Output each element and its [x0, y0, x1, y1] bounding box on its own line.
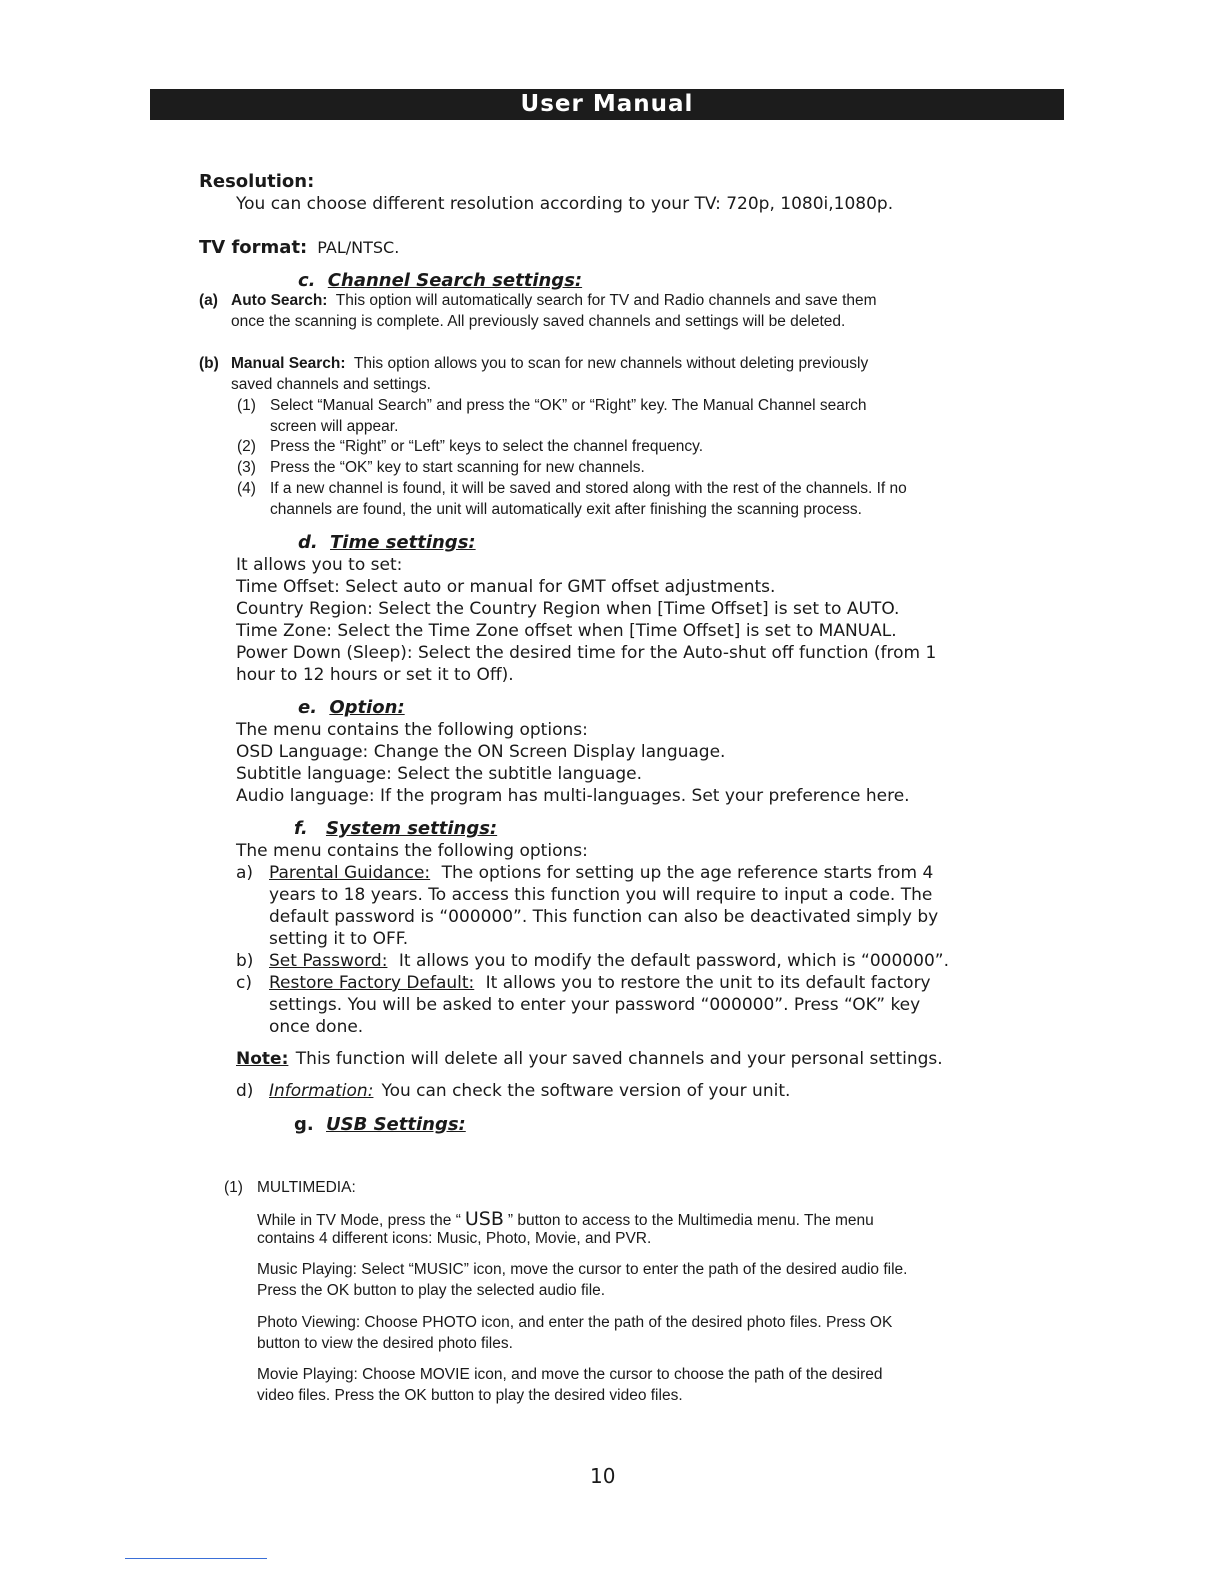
step-number: (4): [237, 480, 256, 497]
note-label: Note:: [236, 1049, 289, 1069]
information-label: Information:: [269, 1081, 374, 1101]
manual-search-marker: (b): [199, 355, 219, 372]
photo-viewing-line2: button to view the desired photo files.: [257, 1335, 513, 1352]
time-line: Power Down (Sleep): Select the desired time for the Auto-shut off function (from 1: [236, 643, 937, 663]
option-title: [298, 697, 405, 718]
section-letter: e.: [298, 697, 318, 718]
section-title-text: System settings:: [325, 818, 498, 839]
section-title-text: Channel Search settings:: [327, 270, 583, 291]
tv-format-heading: TV format:: [199, 237, 308, 258]
time-line: Time Offset: Select auto or manual for GMT offset adjustments.: [236, 577, 776, 597]
restore-default-line2: settings. You will be asked to enter your password “000000”. Press “OK” key: [269, 995, 921, 1015]
usb-para1-line2: contains 4 different icons: Music, Photo, Movie, and PVR.: [257, 1230, 652, 1247]
section-title-text: Time settings:: [330, 532, 476, 553]
time-line: Time Zone: Select the Time Zone offset when [Time Offset] is set to MANUAL.: [236, 621, 897, 641]
time-line: It allows you to set:: [236, 555, 403, 575]
usb-para1-line1: [257, 1208, 874, 1230]
section-letter: f.: [294, 818, 308, 839]
page-title: User Manual: [520, 91, 694, 117]
parental-guidance-line1: [269, 863, 933, 883]
section-title-text: USB Settings:: [326, 1114, 466, 1135]
restore-default-text: It allows you to restore the unit to its default factory: [485, 973, 931, 993]
tv-format: [199, 237, 399, 258]
parental-guidance-line2: years to 18 years. To access this function you will require to input a code. The: [269, 885, 933, 905]
set-password-text: It allows you to modify the default password, which is “000000”.: [398, 951, 949, 971]
option-line: The menu contains the following options:: [236, 720, 588, 740]
step-text: Select “Manual Search” and press the “OK” or “Right” key. The Manual Channel search: [270, 397, 867, 414]
multimedia-heading: MULTIMEDIA:: [257, 1179, 356, 1196]
manual-search-text: This option allows you to scan for new channels without deleting previously: [353, 355, 869, 372]
movie-playing-line2: video files. Press the OK button to play the desired video files.: [257, 1387, 683, 1404]
channel-search-title: [298, 270, 582, 291]
option-line: Audio language: If the program has multi-languages. Set your preference here.: [236, 786, 910, 806]
step-text: screen will appear.: [270, 418, 399, 435]
restore-default-line3: once done.: [269, 1017, 364, 1037]
photo-viewing-line1: Photo Viewing: Choose PHOTO icon, and enter the path of the desired photo files. Press OK: [257, 1314, 893, 1331]
movie-playing-line1: Movie Playing: Choose MOVIE icon, and move the cursor to choose the path of the desired: [257, 1366, 883, 1383]
time-line: Country Region: Select the Country Region when [Time Offset] is set to AUTO.: [236, 599, 900, 619]
restore-default-label: Restore Factory Default:: [269, 973, 475, 993]
usb-settings-title: [294, 1114, 466, 1135]
usb-para1-post: ” button to access to the Multimedia menu. The menu: [507, 1212, 874, 1229]
step-text: Press the “Right” or “Left” keys to select the channel frequency.: [270, 438, 704, 455]
parental-guidance-text: The options for setting up the age reference starts from 4: [441, 863, 934, 883]
item-marker: d): [236, 1081, 254, 1101]
step-text: Press the “OK” key to start scanning for new channels.: [270, 459, 645, 476]
system-intro: The menu contains the following options:: [236, 841, 588, 861]
auto-search-marker: (a): [199, 292, 218, 309]
parental-guidance-label: Parental Guidance:: [269, 863, 431, 883]
auto-search-text: This option will automatically search for TV and Radio channels and save them: [335, 292, 877, 309]
note: [236, 1049, 943, 1069]
music-playing-line2: Press the OK button to play the selected audio file.: [257, 1282, 606, 1299]
step-text: channels are found, the unit will automatically exit after finishing the scanning process.: [270, 501, 862, 518]
manual-search-line2: saved channels and settings.: [231, 376, 431, 393]
note-text: This function will delete all your saved channels and your personal settings.: [295, 1049, 943, 1069]
section-letter: g.: [294, 1114, 314, 1135]
set-password-label: Set Password:: [269, 951, 388, 971]
music-playing-line1: Music Playing: Select “MUSIC” icon, move the cursor to enter the path of the desired audio file.: [257, 1261, 908, 1278]
usb-key-label: USB: [464, 1208, 504, 1230]
section-letter: c.: [298, 270, 316, 291]
auto-search-line1: [231, 292, 877, 310]
item-marker: c): [236, 973, 252, 993]
footer-divider: [125, 1558, 267, 1559]
information-text: You can check the software version of your unit.: [381, 1081, 791, 1101]
set-password-line1: [269, 951, 949, 971]
section-title-text: Option:: [329, 697, 405, 718]
item-marker: b): [236, 951, 254, 971]
manual-search-label: Manual Search:: [231, 355, 346, 372]
option-line: OSD Language: Change the ON Screen Display language.: [236, 742, 726, 762]
usb-para1-pre: While in TV Mode, press the “: [257, 1212, 461, 1229]
header-bar: [150, 89, 1064, 120]
parental-guidance-line4: setting it to OFF.: [269, 929, 409, 949]
multimedia-marker: (1): [224, 1179, 243, 1196]
information-line: [269, 1081, 790, 1101]
resolution-text: You can choose different resolution according to your TV: 720p, 1080i,1080p.: [236, 194, 894, 214]
step-number: (1): [237, 397, 256, 414]
manual-search-line1: [231, 355, 868, 373]
step-text: If a new channel is found, it will be saved and stored along with the rest of the channels. If no: [270, 480, 907, 497]
item-marker: a): [236, 863, 254, 883]
system-settings-title: [294, 818, 497, 839]
option-line: Subtitle language: Select the subtitle language.: [236, 764, 643, 784]
tv-format-text: PAL/NTSC.: [317, 238, 400, 257]
auto-search-label: Auto Search:: [231, 292, 328, 309]
step-number: (2): [237, 438, 256, 455]
restore-default-line1: [269, 973, 931, 993]
resolution-heading: Resolution:: [199, 171, 315, 192]
time-settings-title: [298, 532, 476, 553]
parental-guidance-line3: default password is “000000”. This function can also be deactivated simply by: [269, 907, 939, 927]
page-number: 10: [590, 1464, 616, 1488]
time-line: hour to 12 hours or set it to Off).: [236, 665, 514, 685]
section-letter: d.: [298, 532, 318, 553]
step-number: (3): [237, 459, 256, 476]
auto-search-line2: once the scanning is complete. All previously saved channels and settings will be deleted.: [231, 313, 846, 330]
